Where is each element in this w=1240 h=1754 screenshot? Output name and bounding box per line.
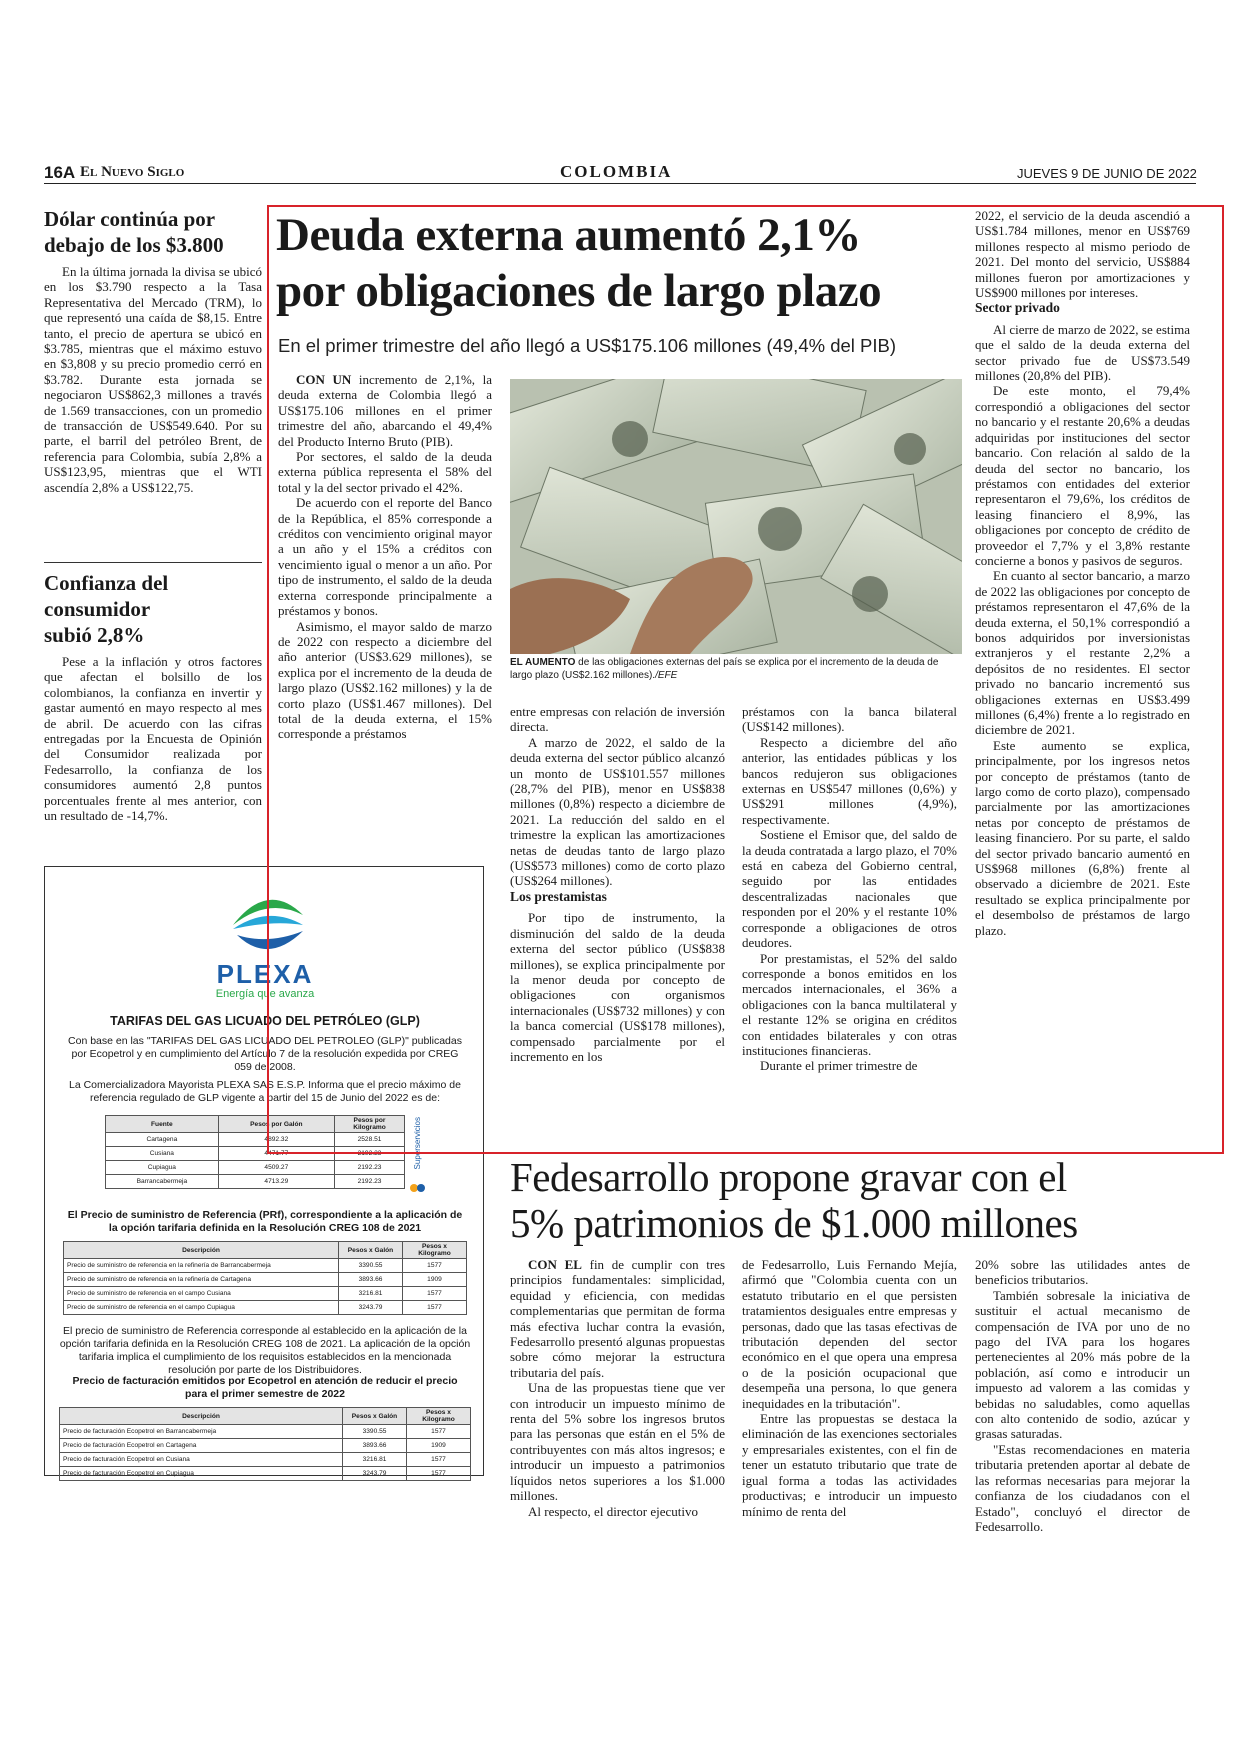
table-header: Pesos x Kilogramo <box>403 1242 467 1259</box>
table-row: Precio de facturación Ecopetrol en Cupiagua 3243.79 1577 <box>60 1467 471 1481</box>
superservicios-icon <box>409 1181 429 1195</box>
ad-title: TARIFAS DEL GAS LICUADO DEL PETRÓLEO (GLP) <box>110 1014 420 1028</box>
table-header: Fuente <box>106 1116 219 1133</box>
photo-caption: EL AUMENTO de las obligaciones externas del país se explica por el incremento de la deuda de largo plazo (US$2.162 millones)./EFE <box>510 657 939 681</box>
table-row: Cupiagua 4509.27 2192.23 <box>106 1161 405 1175</box>
table-row: Precio de facturación Ecopetrol en Cusiana 3216.81 1577 <box>60 1453 471 1467</box>
sidebar-divider <box>44 562 262 563</box>
banknotes-image <box>510 379 962 654</box>
table-row: Precio de facturación Ecopetrol en Cartagena 3893.66 1909 <box>60 1439 471 1453</box>
sidebar-body: Pese a la inflación y otros factores que afectan el bolsillo de los colombianos, la confianza en invertir y gastar aumentó en mayo respecto al mes de abril. De acuerdo con las cifras entregadas por la Encuesta de Opinión del Consumidor realizada por Fedesarrollo, la confianza de los consumidores aumentó 2,8 puntos porcentuales frente al mes anterior, con un resultado de -14,7%. <box>44 654 262 824</box>
fed-column-2: de Fedesarrollo, Luis Fernando Mejía, afirmó que "Colombia cuenta con un estatuto tributario en el que persisten tratamientos desiguales entre empresas y personas, dado que las tasas efectivas de tributación dependen del sector económico en el que opera una empresa o de la posición ocupacional que desempeña una persona, lo que genera inequidades en la tributación". Entre las propuestas se destaca la eliminación de las exenciones sectoriales y empresariales existentes, con el fin de tener un estatuto tributario que trate de igual forma a todas las actividades productivas; e introducir un impuesto mínimo de renta del <box>742 1257 957 1519</box>
sidebar-headline: Dólar continúa por debajo de los $3.800 <box>44 207 224 257</box>
fed-column-3: 20% sobre las utilidades antes de beneficios tributarios. También sobresale la iniciativa de sustituir el actual mecanismo de compensación de IVA por uno de no pago del IVA para los hogares pertenecientes al 20% más pobre de la población, así como e introducir un impuesto ad valorem a las comidas y bebidas no saludables, como aquellas con alto contenido de sodio, azúcar y grasas saturadas. "Estas recomendaciones en materia tributaria pretenden aportar al debate de las reformas necesarias para mejorar la confianza de los ciudadanos con el Estado", concluyó el director de Fedesarrollo. <box>975 1257 1190 1534</box>
ad-heading-billing: Precio de facturación emitidos por Ecopetrol en atención de reducir el precio para el primer semestre de 2022 <box>72 1375 458 1400</box>
table-header: Pesos por Galón <box>218 1116 334 1133</box>
table-header: Pesos x Kilogramo <box>407 1408 471 1425</box>
main-headline-line1: Deuda externa aumentó 2,1% <box>276 209 861 261</box>
issue-date: JUEVES 9 DE JUNIO DE 2022 <box>1017 166 1197 181</box>
main-column-1: CON UN incremento de 2,1%, la deuda externa de Colombia llegó a US$175.106 millones en el primer trimestre del año, abarcando el 49,4% del Producto Interno Bruto (PIB). Por sectores, el saldo de la deuda externa pública representa el 58% del total y la del sector privado el 42%. De acuerdo con el reporte del Banco de la República, el 85% corresponde a créditos con vencimiento original mayor a un año y el 15% a créditos con vencimiento igual o menor a un año. Por tipo de instrumento, el saldo de la deuda externa corresponde principalmente a préstamos y bonos. Asimismo, el mayor saldo de marzo de 2022 con respecto a diciembre del año anterior (US$3.629 millones), se explica por el incremento de la deuda de largo plazo (US$2.162 millones) y la de corto plazo (US$1.467 millones). Del total de la deuda externa, el 15% corresponde a préstamos <box>278 372 492 742</box>
plexa-brand: PLEXA <box>216 959 314 989</box>
table-header: Descripción <box>64 1242 339 1259</box>
table-row: Precio de suministro de referencia en el campo Cupiagua 3243.79 1577 <box>64 1301 467 1315</box>
main-column-3: préstamos con la banca bilateral (US$142 millones). Respecto a diciembre del año anterior, las entidades públicas y los bancos redujeron sus obligaciones externas en US$547 millones (0,6%) y US$291 millones (4,9%), respectivamente. Sostiene el Emisor que, del saldo de la deuda contratada a largo plazo, el 70% está en cabeza del Gobierno central, seguido por las entidades descentralizadas nacionales que responden por el 20% y el restante 10% corresponde a obligaciones de otros deudores. Por prestamistas, el 52% del saldo corresponde a bonos emitidos en los mercados internacionales, el 36% a obligaciones con la banca multilateral y el restante 12% se origina en créditos con entidades bilaterales y con otras instituciones financieras. Durante el primer trimestre de <box>742 704 957 1074</box>
fed-column-1: CON EL fin de cumplir con tres principios fundamentales: simplicidad, equidad y eficiencia, con medidas complementarias que permitan de forma más efectiva luchar contra la evasión, Fedesarrollo presentó algunas propuestas sobre cómo mejorar la estructura tributaria del país. Una de las propuestas tiene que ver con introducir un impuesto mínimo de renta del 5% sobre los ingresos brutos para las personas que están en el 5% de contribuyentes con más altos ingresos; e introducir un impuesto a patrimonios líquidos netos superiores a los $1.000 millones. Al respecto, el director ejecutivo <box>510 1257 726 1519</box>
plexa-tagline: Energía que avanza <box>215 988 315 1000</box>
table-row: Precio de suministro de referencia en la refinería de Barrancabermeja 3390.55 1577 <box>64 1259 467 1273</box>
sidebar-headline: Confianza del consumidor subió 2,8% <box>44 571 169 647</box>
sidebar-body: En la última jornada la divisa se ubicó en los $3.790 respecto a la Tasa Representativa del Mercado (TRM), lo que representó una caída de $8,15. Entre tanto, el precio de apertura se ubicó en $3.785, mientras que el máximo estuvo en $3,808 y su precio promedio cerró en $3.782. Durante esta jornada se negociaron US$862,3 millones a través de 1.569 transacciones, con un promedio de transacción de US$549.640. Por su parte, el barril del petróleo Brent, de referencia para Colombia, subía 2,8% a US$123,95, mientras que el WTI ascendía 2,8% a US$122,75. <box>44 264 262 495</box>
fed-headline-line2: 5% patrimonios de $1.000 millones <box>510 1200 1078 1246</box>
table-row: Cusiana 4471.77 2192.23 <box>106 1147 405 1161</box>
money-photo <box>510 379 962 654</box>
masthead-rule <box>44 183 1196 184</box>
table-header: Pesos por Kilogramo <box>335 1116 405 1133</box>
lead-in: CON UN <box>296 372 352 387</box>
table-header: Pesos x Galón <box>343 1408 407 1425</box>
fed-headline-line1: Fedesarrollo propone gravar con el <box>510 1154 1067 1200</box>
sidebar-story-confianza <box>44 570 262 823</box>
ad-table-billing <box>59 1407 471 1481</box>
table-header: Pesos x Galón <box>339 1242 403 1259</box>
subhead-sector-privado: Sector privado <box>975 300 1060 316</box>
main-deck: En el primer trimestre del año llegó a US$175.106 millones (49,4% del PIB) <box>278 335 897 356</box>
subhead-prestamistas: Los prestamistas <box>510 888 607 904</box>
page-number: 16A <box>44 163 76 182</box>
table-row: Precio de suministro de referencia en la refinería de Cartagena 3893.66 1909 <box>64 1273 467 1287</box>
lead-in: CON EL <box>528 1257 582 1272</box>
table-header: Descripción <box>60 1408 343 1425</box>
table-row: Barrancabermeja 4713.29 2192.23 <box>106 1175 405 1189</box>
superservicios-logo: Superservicios <box>413 1117 422 1170</box>
table-row: Precio de facturación Ecopetrol en Barrancabermeja 3390.55 1577 <box>60 1425 471 1439</box>
sidebar-story-dolar <box>44 206 262 495</box>
photo-credit: /EFE <box>655 670 678 681</box>
ad-table-prf <box>63 1241 467 1315</box>
table-row: Precio de suministro de referencia en el campo Cusiana 3216.81 1577 <box>64 1287 467 1301</box>
ad-heading-prf: El Precio de suministro de Referencia (PRf), correspondiente a la aplicación de la opción tarifaria definida en la Resolución CREG 108 de 2021 <box>67 1209 463 1234</box>
ad-paragraph: El precio de suministro de Referencia corresponde al establecido en la aplicación de la opción tarifaria definida en la Resolución CREG 108 de 2021. La aplicación de la opción tarifaria implica el cumplimiento de los requisitos establecidos en la mencionada resolución por parte de los Distribuidores. <box>59 1325 471 1376</box>
section-name: COLOMBIA <box>560 162 673 181</box>
main-column-2: entre empresas con relación de inversión directa. A marzo de 2022, el saldo de la deuda externa del sector público alcanzó un monto de US$101.557 millones (28,7% del PIB), menor en US$838 millones (0,8%) respecto a diciembre de 2021. La reducción del saldo en el trimestre la explican las amortizaciones netas de deudas tanto de largo plazo (US$573 millones) como de corto plazo (US$264 millones). Los prestamistas Por tipo de instrumento, la disminución del saldo de la deuda externa del sector público (US$838 millones), se explica principalmente por la menor deuda por concepto de obligaciones con organismos internacionales (US$732 millones) y con la banca comercial (US$178 millones), compensado parcialmente por el incremento en los <box>510 704 725 1064</box>
paper-name: El Nuevo Siglo <box>80 164 185 180</box>
ad-intro: Con base en las "TARIFAS DEL GAS LICUADO DEL PETROLEO (GLP)" publicadas por Ecopetrol y en cumplimiento del Artículo 7 de la resolución expedida por CREG 059 de 2008. <box>68 1035 462 1073</box>
main-headline-line2: por obligaciones de largo plazo <box>276 265 882 317</box>
main-column-4: 2022, el servicio de la deuda ascendió a US$1.784 millones, menor en US$769 millones respecto al mismo periodo de 2021. Del monto del servicio, US$884 millones fueron por amortizaciones y US$900 millones por intereses. Sector privado Al cierre de marzo de 2022, se estima que el saldo de la deuda externa del sector privado fue de US$73.549 millones (20,8% del PIB). De este monto, el 79,4% correspondió a obligaciones del sector no bancario y el restante 20,6% a deudas adquiridas por instituciones del sector bancario. Con relación al saldo de la deuda del sector no bancario, los préstamos con entidades del exterior representaron el 79,6%, los créditos de leasing financiero el 8,9%, las obligaciones por concepto de crédito de proveedor el 7,7% y el 3,8% restante concierne a bonos y pasivos de seguros. En cuanto al sector bancario, a marzo de 2022 las obligaciones por concepto de préstamos representaron el 47,6% de la deuda externa, el 50,1% correspondió a bonos adquiridos por inversionistas extranjeros y el restante 2,2% a depósitos de no residentes. El sector privado no bancario incrementó sus obligaciones externas en US$3.499 millones (6,4%) frente a lo registrado en diciembre de 2021. Este aumento se explica, principalmente, por los ingresos netos por concepto de préstamos (tanto de largo como de corto plazo), compensado parcialmente por las amortizaciones netas por concepto de préstamos de leasing financiero. Por su parte, el saldo del sector privado bancario aumentó en US$968 millones (6,8%) frente al observado a diciembre de 2021. Este resultado se explica principalmente por el desembolso de préstamos de largo plazo. <box>975 208 1190 938</box>
ad-notice: La Comercializadora Mayorista PLEXA SAS E.S.P. Informa que el precio máximo de referencia regulado de GLP vigente a partir del 15 de Junio del 2022 es de: <box>69 1079 461 1104</box>
table-row: Cartagena 4892.32 2528.51 <box>106 1133 405 1147</box>
